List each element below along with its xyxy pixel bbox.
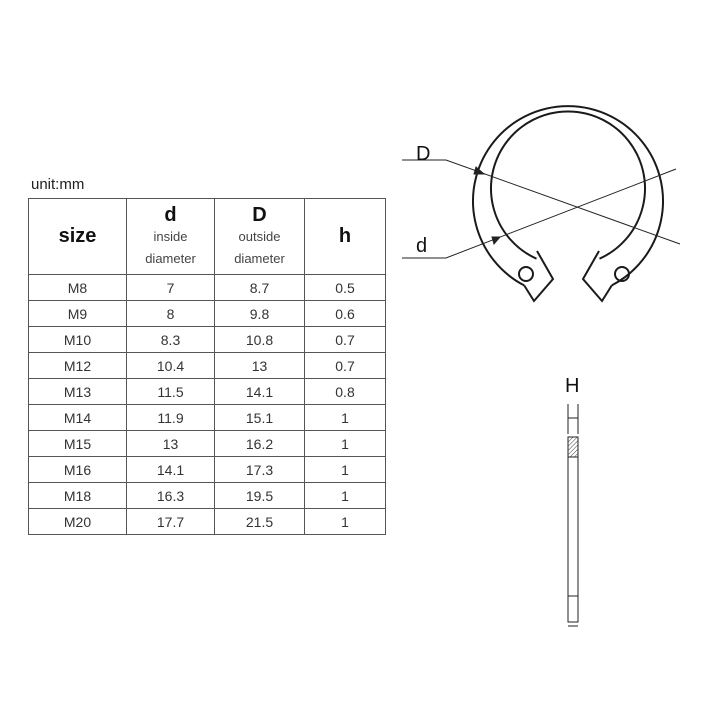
ring-left-lug <box>524 251 553 301</box>
side-view-body <box>568 437 578 622</box>
cell-d: 10.4 <box>127 353 215 379</box>
cell-h: 1 <box>305 431 386 457</box>
cell-d: 7 <box>127 275 215 301</box>
inner-diameter-arrow <box>492 237 500 244</box>
cell-h: 1 <box>305 457 386 483</box>
ring-outer-edge <box>473 106 663 285</box>
cell-D: 8.7 <box>215 275 305 301</box>
cell-D: 9.8 <box>215 301 305 327</box>
cell-d: 13 <box>127 431 215 457</box>
cell-h: 1 <box>305 509 386 535</box>
cell-d: 17.7 <box>127 509 215 535</box>
header-D-sub2: diameter <box>234 250 285 266</box>
circlip-side-view <box>568 404 578 626</box>
unit-label: unit:mm <box>31 176 85 193</box>
cell-size: M16 <box>29 457 127 483</box>
cell-size: M18 <box>29 483 127 509</box>
cell-D: 10.8 <box>215 327 305 353</box>
cell-size: M14 <box>29 405 127 431</box>
ring-left-lug-hole <box>519 267 533 281</box>
cell-d: 14.1 <box>127 457 215 483</box>
cell-size: M10 <box>29 327 127 353</box>
outer-diameter-label: D <box>416 143 431 165</box>
cell-h: 1 <box>305 483 386 509</box>
cell-h: 0.5 <box>305 275 386 301</box>
cell-d: 11.9 <box>127 405 215 431</box>
thickness-label: H <box>565 375 580 397</box>
cell-size: M13 <box>29 379 127 405</box>
header-d-symbol: d <box>164 203 177 226</box>
cell-D: 16.2 <box>215 431 305 457</box>
header-h-symbol: h <box>338 225 352 247</box>
header-D-sub1: outside <box>238 228 281 244</box>
cell-h: 1 <box>305 405 386 431</box>
cell-D: 15.1 <box>215 405 305 431</box>
cell-size: M20 <box>29 509 127 535</box>
cell-size: M15 <box>29 431 127 457</box>
cell-d: 11.5 <box>127 379 215 405</box>
cell-D: 21.5 <box>215 509 305 535</box>
ring-right-lug <box>583 251 612 301</box>
cell-D: 17.3 <box>215 457 305 483</box>
header-d-sub1: inside <box>153 228 188 244</box>
inner-diameter-label: d <box>416 235 428 257</box>
cell-D: 13 <box>215 353 305 379</box>
cell-h: 0.7 <box>305 353 386 379</box>
header-D-symbol: D <box>252 203 267 226</box>
cell-h: 0.6 <box>305 301 386 327</box>
inner-diameter-leader <box>402 169 676 258</box>
cell-d: 8.3 <box>127 327 215 353</box>
cell-d: 16.3 <box>127 483 215 509</box>
ring-inner-edge <box>491 111 645 258</box>
cell-d: 8 <box>127 301 215 327</box>
cell-size: M12 <box>29 353 127 379</box>
header-d-sub2: diameter <box>145 250 196 266</box>
cell-D: 19.5 <box>215 483 305 509</box>
diameter-dimension-lines <box>402 160 680 258</box>
cell-D: 14.1 <box>215 379 305 405</box>
side-view-hatch <box>568 437 578 457</box>
outer-diameter-leader <box>402 160 680 244</box>
cell-h: 0.7 <box>305 327 386 353</box>
cell-size: M9 <box>29 301 127 327</box>
header-size-label: size <box>58 225 97 247</box>
cell-h: 0.8 <box>305 379 386 405</box>
cell-size: M8 <box>29 275 127 301</box>
